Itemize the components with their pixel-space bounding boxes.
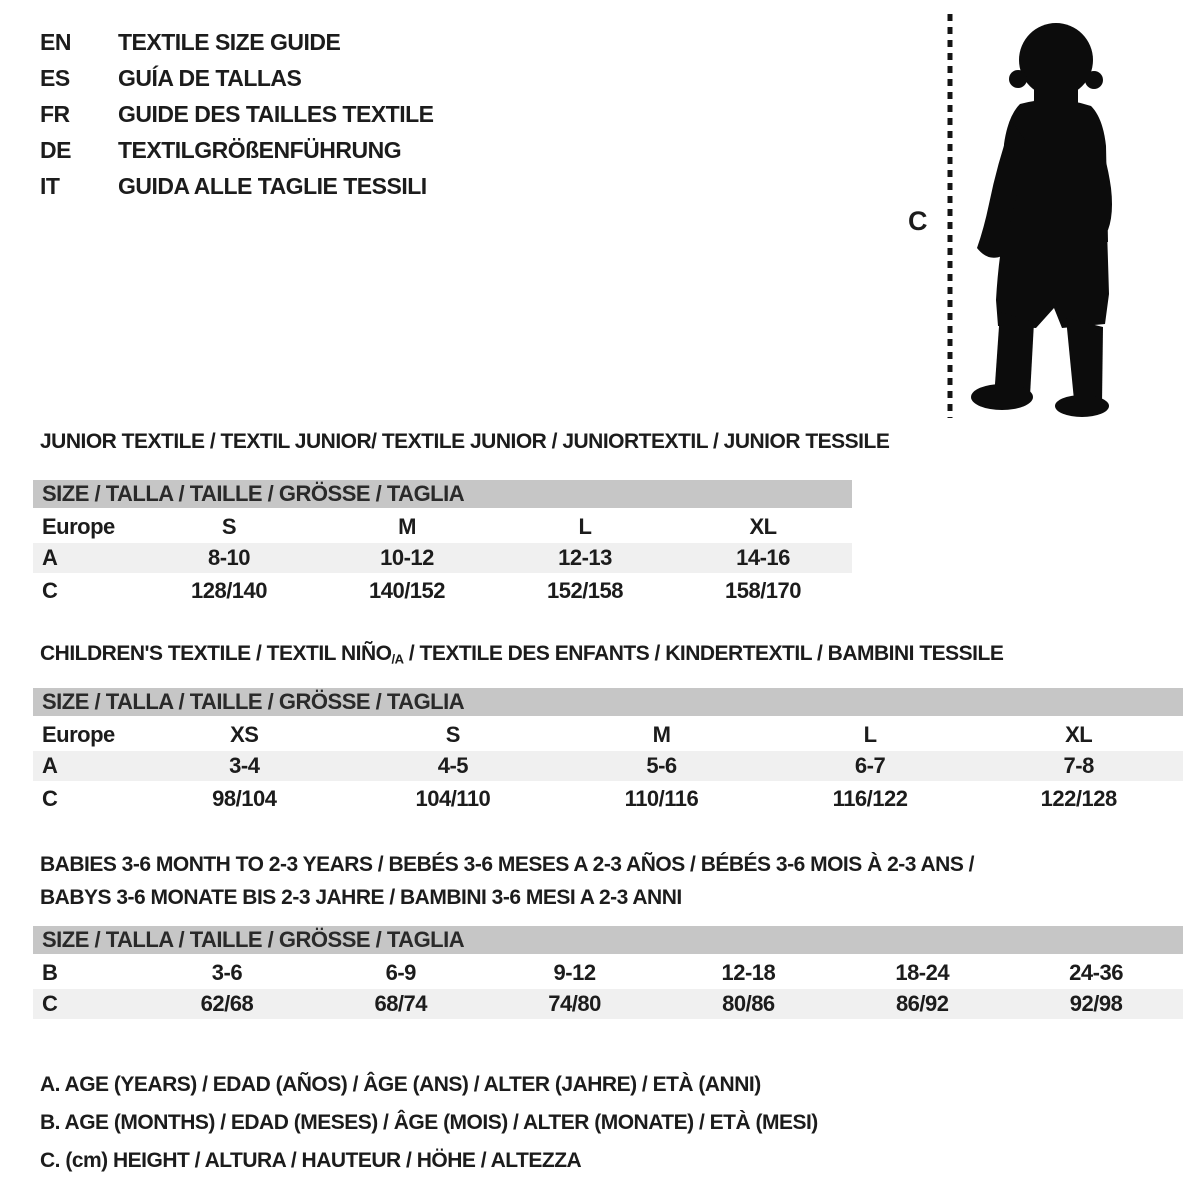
table-header-row: [33, 688, 1183, 718]
table-cell: C: [33, 988, 140, 1020]
table-cell: C: [42, 577, 58, 603]
baby-silhouette: [958, 12, 1148, 420]
lang-label: GUIDE DES TAILLES TEXTILE: [118, 100, 434, 127]
lang-label: TEXTILGRÖßENFÜHRUNG: [118, 136, 402, 163]
lang-row-it: [40, 168, 434, 204]
table-cell: Europe: [42, 721, 115, 747]
table-cell: L: [863, 721, 877, 747]
legend-line-a: A. AGE (YEARS) / EDAD (AÑOS) / ÂGE (ANS) / ALTER (JAHRE) / ETÀ (ANNI): [40, 1073, 761, 1096]
table-cell: 158/170: [724, 577, 802, 603]
lang-code: ES: [40, 64, 70, 91]
table-cell: 12-13: [496, 542, 674, 574]
junior-section-title: JUNIOR TEXTILE / TEXTIL JUNIOR/ TEXTILE JUNIOR / JUNIORTEXTIL / JUNIOR TESSILE: [40, 430, 890, 453]
table-row: [33, 718, 1183, 750]
size-header-bar: SIZE / TALLA / TAILLE / GRÖSSE / TAGLIA: [33, 926, 1183, 956]
table-row: [33, 988, 1183, 1020]
table-cell: 122/128: [1040, 785, 1117, 811]
table-cell: XS: [230, 721, 259, 747]
table-cell: 7-8: [974, 750, 1183, 782]
table-cell: 62/68: [140, 988, 314, 1020]
table-cell: 14-16: [674, 542, 852, 574]
table-cell: 74/80: [488, 988, 662, 1020]
lang-label: GUIDA ALLE TAGLIE TESSILI: [118, 172, 427, 199]
table-cell: 128/140: [190, 577, 268, 603]
lang-code: IT: [40, 172, 60, 199]
size-header-bar: SIZE / TALLA / TAILLE / GRÖSSE / TAGLIA: [33, 688, 1183, 718]
table-cell: M: [398, 513, 416, 539]
table-cell: 9-12: [553, 959, 596, 985]
table-cell: 80/86: [661, 988, 835, 1020]
table-cell: 6-9: [385, 959, 416, 985]
lang-row-es: [40, 60, 434, 96]
table-cell: L: [578, 513, 592, 539]
table-cell: 98/104: [212, 785, 277, 811]
language-list: [40, 24, 434, 204]
babies-section-title: [40, 848, 974, 914]
table-cell: 152/158: [546, 577, 624, 603]
table-row: [33, 574, 852, 606]
children-title-pre: CHILDREN'S TEXTILE / TEXTIL NIÑO: [40, 642, 392, 665]
table-row: [33, 750, 1183, 782]
lang-row-en: [40, 24, 434, 60]
table-cell: 110/116: [624, 785, 699, 811]
table-cell: 86/92: [835, 988, 1009, 1020]
table-header-row: [33, 480, 852, 510]
table-cell: Europe: [42, 513, 115, 539]
table-cell: XL: [749, 513, 777, 539]
table-cell: B: [42, 959, 58, 985]
table-row: [33, 542, 852, 574]
table-cell: 3-4: [140, 750, 349, 782]
table-cell: 8-10: [140, 542, 318, 574]
lang-label: GUÍA DE TALLAS: [118, 64, 302, 91]
lang-label: TEXTILE SIZE GUIDE: [118, 28, 341, 55]
legend-line-c: C. (cm) HEIGHT / ALTURA / HAUTEUR / HÖHE / ALTEZZA: [40, 1149, 582, 1172]
table-header-row: [33, 926, 1183, 956]
table-cell: 68/74: [314, 988, 488, 1020]
lang-row-fr: [40, 96, 434, 132]
table-cell: 104/110: [415, 785, 491, 811]
table-cell: 24-36: [1069, 959, 1123, 985]
table-row: [33, 782, 1183, 814]
table-cell: C: [42, 785, 58, 811]
legend: [40, 1066, 818, 1180]
babies-size-table: [33, 926, 1183, 1021]
lang-code: EN: [40, 28, 71, 55]
table-cell: 92/98: [1009, 988, 1183, 1020]
table-cell: 3-6: [211, 959, 243, 985]
table-cell: XL: [1065, 721, 1093, 747]
junior-size-table: [33, 480, 852, 606]
babies-title-line2: BABYS 3-6 MONATE BIS 2-3 JAHRE / BAMBINI 3-6 MESI A 2-3 ANNI: [40, 886, 682, 909]
table-cell: 140/152: [368, 577, 446, 603]
size-header-bar: SIZE / TALLA / TAILLE / GRÖSSE / TAGLIA: [33, 480, 852, 510]
table-cell: 5-6: [557, 750, 766, 782]
table-cell: A: [33, 542, 140, 574]
table-cell: 18-24: [895, 959, 950, 985]
children-size-table: [33, 688, 1183, 814]
lang-row-de: [40, 132, 434, 168]
table-cell: 6-7: [766, 750, 975, 782]
height-measure-label: C: [908, 206, 927, 236]
table-cell: 12-18: [721, 959, 776, 985]
height-measure-dashed-line: [944, 14, 956, 418]
babies-title-line1: BABIES 3-6 MONTH TO 2-3 YEARS / BEBÉS 3-6 MESES A 2-3 AÑOS / BÉBÉS 3-6 MOIS À 2-3 ANS /: [40, 853, 975, 876]
children-title-post: / TEXTILE DES ENFANTS / KINDERTEXTIL / BAMBINI TESSILE: [403, 642, 1004, 665]
lang-code: FR: [40, 100, 70, 127]
legend-line-b: B. AGE (MONTHS) / EDAD (MESES) / ÂGE (MOIS) / ALTER (MONATE) / ETÀ (MESI): [40, 1111, 818, 1134]
table-cell: 116/122: [832, 785, 908, 811]
lang-code: DE: [40, 136, 71, 163]
table-row: [33, 956, 1183, 988]
table-cell: S: [221, 513, 237, 539]
table-row: [33, 510, 852, 542]
table-cell: 4-5: [349, 750, 558, 782]
table-cell: A: [33, 750, 140, 782]
table-cell: S: [445, 721, 460, 747]
children-title-sub: /A: [391, 651, 404, 667]
table-cell: M: [652, 721, 671, 747]
table-cell: 10-12: [318, 542, 496, 574]
children-section-title: [40, 642, 1003, 667]
